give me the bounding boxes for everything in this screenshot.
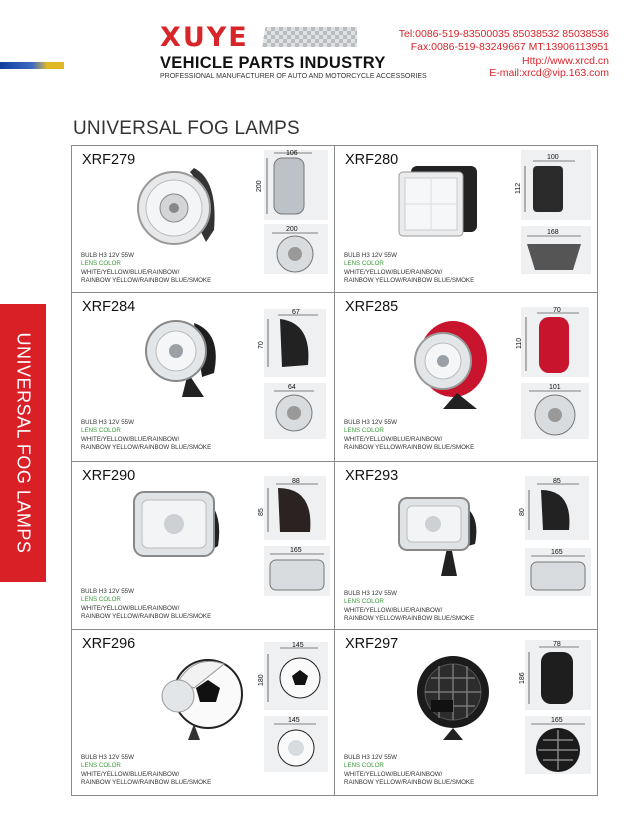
lens-colors: WHITE/YELLOW/BLUE/RAINBOW/ — [81, 604, 180, 612]
contact-web: Http://www.xrcd.cn — [522, 55, 609, 67]
product-specs — [81, 252, 211, 286]
product-card — [72, 630, 335, 795]
dimension-label: 70 — [553, 307, 561, 314]
lens-colors: RAINBOW YELLOW/RAINBOW BLUE/SMOKE — [81, 779, 212, 787]
product-photo — [142, 313, 232, 403]
page-title: UNIVERSAL FOG LAMPS — [73, 118, 300, 139]
brand-logo-stripe — [255, 27, 357, 47]
dimension-label: 200 — [256, 180, 263, 192]
dimension-label: 106 — [286, 150, 298, 157]
dimension-label: 85 — [258, 508, 265, 516]
header-accent-bar-gold — [46, 62, 64, 69]
dimension-label: 112 — [515, 182, 522, 194]
product-model: XRF290 — [82, 468, 136, 484]
product-specs — [344, 754, 474, 788]
side-tab-label: UNIVERSAL FOG LAMPS — [13, 332, 34, 554]
dimension-label: 88 — [292, 478, 300, 485]
lens-colors: RAINBOW YELLOW/RAINBOW BLUE/SMOKE — [81, 444, 212, 452]
lens-color-label: LENS COLOR — [344, 598, 384, 606]
dimension-label: 85 — [553, 478, 561, 485]
product-photo — [407, 644, 503, 744]
brand-tagline: PROFESSIONAL MANUFACTURER OF AUTO AND MOTORCYCLE ACCESSORIES — [160, 73, 427, 80]
lens-color-label: LENS COLOR — [81, 762, 121, 770]
dimension-label: 165 — [551, 717, 563, 724]
bulb-spec: BULB H3 12V 55W — [344, 754, 397, 761]
bulb-spec: BULB H3 12V 55W — [344, 419, 397, 426]
dimension-label: 168 — [547, 229, 559, 236]
dimension-drawing — [252, 307, 334, 447]
dimension-label: 80 — [519, 508, 526, 516]
lens-colors: RAINBOW YELLOW/RAINBOW BLUE/SMOKE — [344, 779, 475, 787]
dimension-label: 180 — [258, 674, 265, 686]
lens-colors: WHITE/YELLOW/BLUE/RAINBOW/ — [81, 770, 180, 778]
product-model: XRF285 — [345, 299, 399, 315]
bulb-spec: BULB H3 12V 55W — [81, 419, 134, 426]
product-photo — [395, 486, 491, 580]
dimension-label: 100 — [547, 154, 559, 161]
product-card — [72, 462, 335, 629]
brand-subtitle: VEHICLE PARTS INDUSTRY — [160, 54, 386, 72]
dimension-label: 200 — [286, 226, 298, 233]
lens-colors: WHITE/YELLOW/BLUE/RAINBOW/ — [344, 435, 443, 443]
dimension-label: 165 — [551, 549, 563, 556]
dimension-drawing — [252, 148, 334, 276]
bulb-spec: BULB H3 12V 55W — [81, 754, 134, 761]
product-card — [335, 630, 598, 795]
bulb-spec: BULB H3 12V 55W — [81, 252, 134, 259]
lens-colors: WHITE/YELLOW/BLUE/RAINBOW/ — [344, 770, 443, 778]
lens-color-label: LENS COLOR — [81, 260, 121, 268]
lens-colors: RAINBOW YELLOW/RAINBOW BLUE/SMOKE — [81, 277, 212, 285]
lens-colors: RAINBOW YELLOW/RAINBOW BLUE/SMOKE — [81, 613, 212, 621]
product-specs — [344, 590, 474, 624]
dimension-label: 67 — [292, 309, 300, 316]
product-model: XRF284 — [82, 299, 136, 315]
lens-color-label: LENS COLOR — [344, 427, 384, 435]
product-card — [72, 146, 335, 292]
dimension-drawing — [513, 474, 597, 602]
lens-color-label: LENS COLOR — [81, 427, 121, 435]
dimension-drawing — [511, 305, 597, 447]
dimension-label: 165 — [290, 547, 302, 554]
contact-fax: Fax:0086-519-83249667 MT:13906113951 — [410, 41, 609, 53]
dimension-drawing — [252, 640, 334, 776]
product-photo — [393, 160, 483, 250]
product-card — [335, 293, 598, 461]
brand-logo-text: XUYE — [160, 22, 249, 53]
product-photo — [134, 644, 244, 744]
side-tab — [0, 304, 46, 582]
product-specs — [81, 419, 211, 453]
dimension-label: 145 — [292, 642, 304, 649]
dimension-label: 64 — [288, 384, 296, 391]
contact-email: E-mail:xrcd@vip.163.com — [489, 67, 609, 79]
product-model: XRF297 — [345, 636, 399, 652]
product-card — [335, 462, 598, 629]
lens-color-label: LENS COLOR — [81, 596, 121, 604]
dimension-label: 101 — [549, 384, 561, 391]
lens-color-label: LENS COLOR — [344, 762, 384, 770]
lens-colors: WHITE/YELLOW/BLUE/RAINBOW/ — [344, 268, 443, 276]
dimension-label: 186 — [519, 672, 526, 684]
bulb-spec: BULB H3 12V 55W — [81, 588, 134, 595]
product-model: XRF296 — [82, 636, 136, 652]
lens-colors: RAINBOW YELLOW/RAINBOW BLUE/SMOKE — [344, 444, 475, 452]
product-card — [335, 146, 598, 292]
dimension-drawing — [252, 474, 334, 602]
dimension-label: 78 — [553, 641, 561, 648]
lens-colors: WHITE/YELLOW/BLUE/RAINBOW/ — [81, 268, 180, 276]
product-photo — [130, 486, 230, 568]
product-photo — [132, 160, 222, 252]
product-specs — [344, 419, 474, 453]
contact-tel: Tel:0086-519-83500035 85038532 85038536 — [398, 28, 609, 40]
lens-colors: WHITE/YELLOW/BLUE/RAINBOW/ — [81, 435, 180, 443]
product-specs — [81, 754, 211, 788]
dimension-label: 110 — [516, 337, 523, 349]
dimension-drawing — [511, 148, 597, 276]
product-card — [72, 293, 335, 461]
dimension-drawing — [513, 638, 597, 778]
lens-color-label: LENS COLOR — [344, 260, 384, 268]
dimension-label: 145 — [288, 717, 300, 724]
product-grid — [71, 145, 598, 796]
product-photo — [407, 315, 497, 415]
lens-colors: WHITE/YELLOW/BLUE/RAINBOW/ — [344, 606, 443, 614]
product-model: XRF293 — [345, 468, 399, 484]
bulb-spec: BULB H3 12V 55W — [344, 590, 397, 597]
product-specs — [81, 588, 211, 622]
product-specs — [344, 252, 474, 286]
lens-colors: RAINBOW YELLOW/RAINBOW BLUE/SMOKE — [344, 277, 475, 285]
lens-colors: RAINBOW YELLOW/RAINBOW BLUE/SMOKE — [344, 615, 475, 623]
header-accent-bar — [0, 62, 46, 69]
dimension-label: 70 — [258, 341, 265, 349]
product-model: XRF279 — [82, 152, 136, 168]
product-model: XRF280 — [345, 152, 399, 168]
bulb-spec: BULB H3 12V 55W — [344, 252, 397, 259]
